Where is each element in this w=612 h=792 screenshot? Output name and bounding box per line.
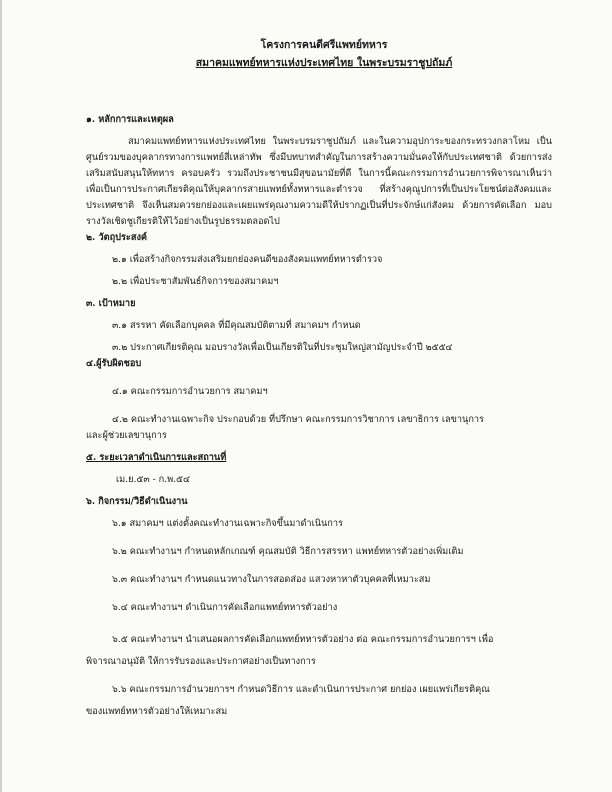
activity-item: ๖.๒ คณะทำงานฯ กำหนดหลักเกณฑ์ คุณสมบัติ วิธีการสรรหา แพทย์ทหารตัวอย่างเพิ่มเติม [112,546,464,557]
section-heading-targets: ๓. เป้าหมาย [86,298,136,309]
activity-item: ๖.๔ คณะทำงานฯ ดำเนินการคัดเลือกแพทย์ทหารตัวอย่าง [112,602,338,613]
period-value: เม.ย.๕๓ - ก.พ.๕๔ [116,474,190,485]
activity-item: ๖.๓ คณะทำงานฯ กำหนดแนวทางในการสอดส่อง แสวงหาหาตัวบุคคลที่เหมาะสม [112,574,431,585]
section-heading-rationale: ๑. หลักการและเหตุผล [86,114,174,125]
section-heading-period: ๕. ระยะเวลาดำเนินการและสถานที่ [86,452,227,463]
objective-item: ๒.๑ เพื่อสร้างกิจกรรมส่งเสริมยกย่องคนดีของสังคมแพทย์ทหารตำรวจ [112,254,383,265]
activity-item-continued: ของแพทย์ทหารตัวอย่างให้เหมาะสม [86,706,228,717]
section-heading-objectives: ๒. วัตถุประสงค์ [86,232,148,243]
document-title: โครงการคนดีศรีแพทย์ทหาร [260,39,388,51]
activity-item: ๖.๖ คณะกรรมการอำนวยการฯ กำหนดวิธีการ และดำเนินการประกาศ ยกย่อง เผยแพร่เกียรติคุณ [112,684,490,695]
activity-item-continued: พิจารณาอนุมัติ ให้การรับรองและประกาศอย่างเป็นทางการ [86,656,316,667]
activity-item: ๖.๑ สมาคมฯ แต่งตั้งคณะทำงานเฉพาะกิจขึ้นมาดำเนินการ [112,518,343,529]
responsible-item-continued: และผู้ช่วยเลขานุการ [86,430,167,441]
objective-item: ๒.๒ เพื่อประชาสัมพันธ์กิจการของสมาคมฯ [112,276,279,287]
section-heading-responsible: ๔.ผู้รับผิดชอบ [86,358,142,369]
responsible-item: ๔.๒ คณะทำงานเฉพาะกิจ ประกอบด้วย ที่ปรึกษา คณะกรรมการวิชาการ เลขาธิการ เลขานุการ [112,414,484,425]
target-item: ๓.๑ สรรหา คัดเลือกบุคคล ที่มีคุณสมบัติตามที่ สมาคมฯ กำหนด [112,320,361,331]
target-item: ๓.๒ ประกาศเกียรติคุณ มอบรางวัลเพื่อเป็นเกียรติในที่ประชุมใหญ่สามัญประจำปี ๒๕๕๔ [112,342,453,353]
activity-item: ๖.๕ คณะทำงานฯ นำเสนอผลการคัดเลือกแพทย์ทหารตัวอย่าง ต่อ คณะกรรมการอำนวยการฯ เพื่อ [112,634,494,645]
document-subtitle: สมาคมแพทย์ทหารแห่งประเทศไทย ในพระบรมราชูปถัมภ์ [195,57,453,69]
rationale-paragraph: สมาคมแพทย์ทหารแห่งประเทศไทย ในพระบรมราชูปถัมภ์ และในความอุปการะของกระทรวงกลาโหม เป็นศูนย์รวมของบุคลากรทางการแพทย์สี่เหล่าทัพ ซึ่งมีบทบาทสำคัญในการสร้างความมั่นคงให้กับประเทศชาติ ด้วยการส่งเสริมสนับสนุนให้ทหาร ครอบครัว รวมถึงประชาชนมีสุขอนามัยที่ดี ในการนี้คณะกรรมการอำนวยการพิจารณาเห็นว่า เพื่อเป็นการประกาศเกียรติคุณให้บุคลากรสายแพทย์ทั้งทหารและตำรวจ ที่สร้างคุณูปการที่เป็นประโยชน์ต่อสังคมและประเทศชาติ จึงเห็นสมควรยกย่องและเผยแพร่คุณงามความดีให้ปรากฏเป็นที่ประจักษ์แก่สังคม ด้วยการคัดเลือก มอบรางวัลเชิดชูเกียรติให้ไว้อย่างเป็นรูปธรรมตลอดไป [86,136,552,227]
section-heading-activities: ๖. กิจกรรม/วิธีดำเนินงาน [86,496,188,507]
responsible-item: ๔.๑ คณะกรรมการอำนวยการ สมาคมฯ [112,386,268,397]
